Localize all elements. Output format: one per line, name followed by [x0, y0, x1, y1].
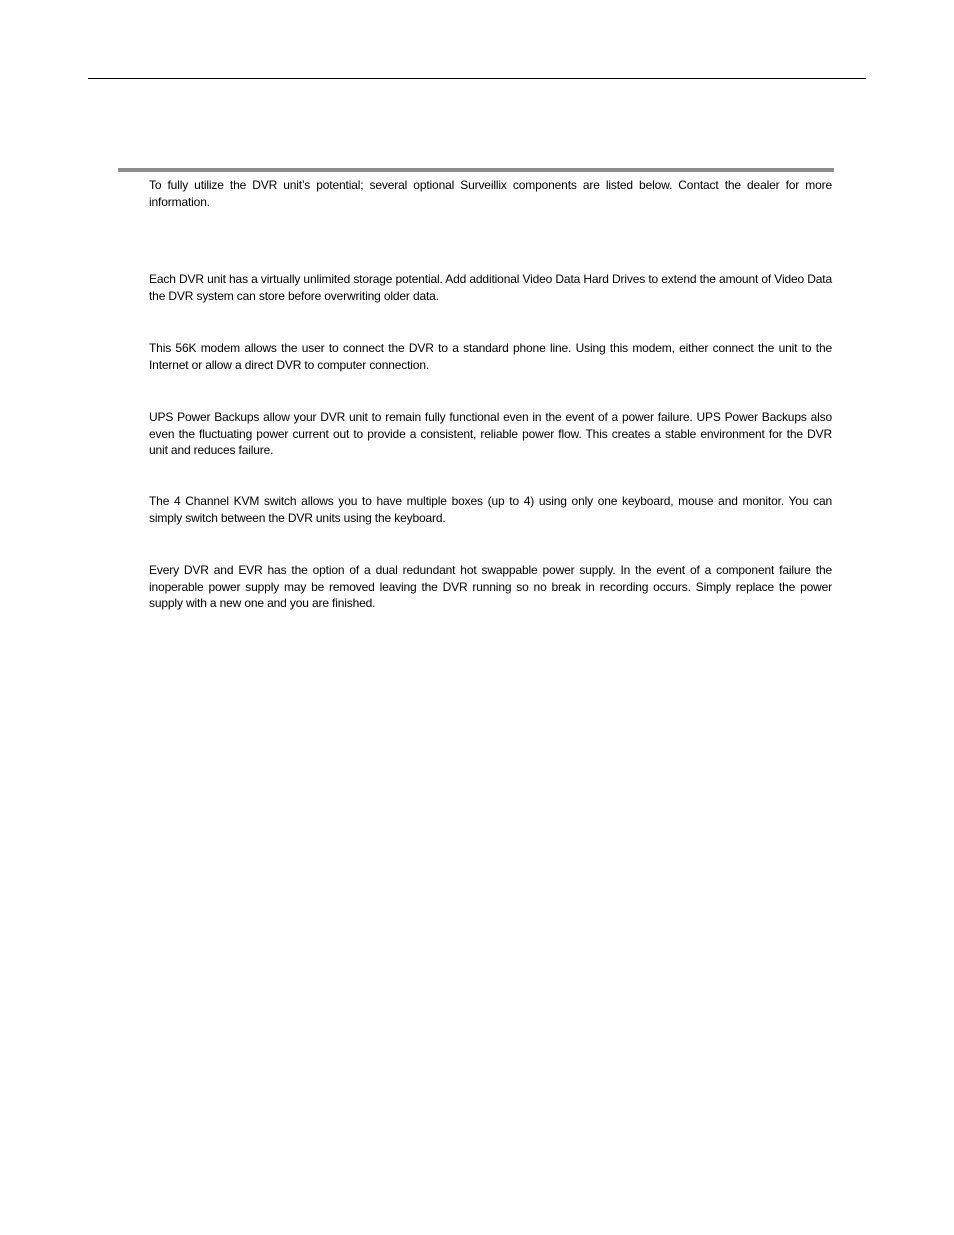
intro-paragraph: To fully utilize the DVR unit’s potential; several optional Surveillix components are listed below. Contact the dealer for more information.	[149, 178, 832, 209]
modem-paragraph: This 56K modem allows the user to connect the DVR to a standard phone line. Using this modem, either connect the unit to the Internet or allow a direct DVR to computer connection.	[149, 341, 832, 372]
header-rule	[88, 78, 866, 79]
hard-drives-paragraph: Each DVR unit has a virtually unlimited storage potential. Add additional Video Data Hard Drives to extend the amount of Video Data the DVR system can store before overwriting older data.	[149, 272, 832, 303]
ups-paragraph: UPS Power Backups allow your DVR unit to remain fully functional even in the event of a power failure. UPS Power Backups also even the fluctuating power current out to provide a consistent, reliable power flow. This creates a stable environment for the DVR unit and reduces failure.	[149, 410, 832, 457]
power-supply-paragraph: Every DVR and EVR has the option of a dual redundant hot swappable power supply. In the event of a component failure the inoperable power supply may be removed leaving the DVR running so no break in recording occurs. Simply replace the power supply with a new one and you are finished.	[149, 563, 832, 610]
kvm-paragraph: The 4 Channel KVM switch allows you to have multiple boxes (up to 4) using only one keyboard, mouse and monitor. You can simply switch between the DVR units using the keyboard.	[149, 494, 832, 525]
section-divider	[118, 168, 834, 172]
